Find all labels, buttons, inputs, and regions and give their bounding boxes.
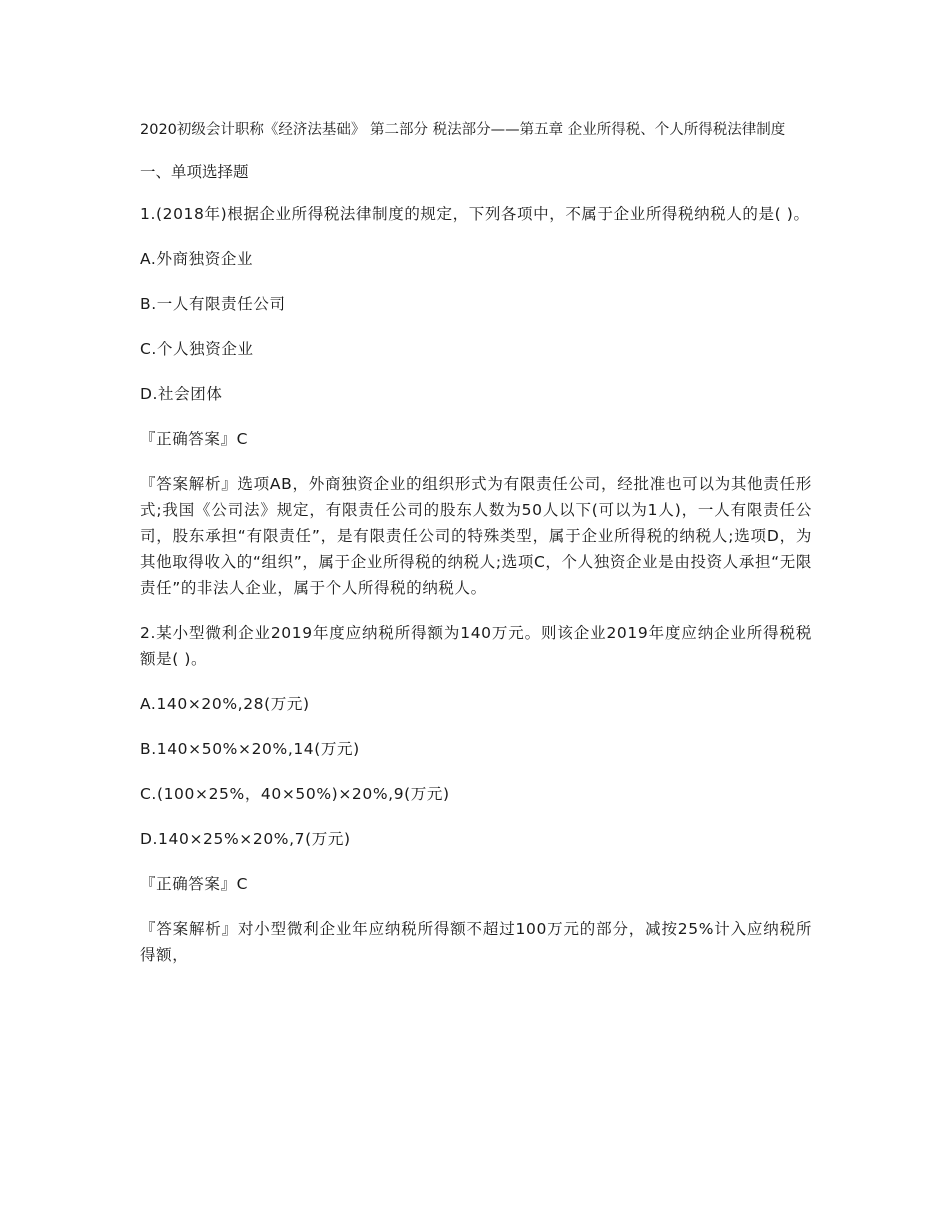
question-2 bbox=[140, 620, 812, 968]
answer-analysis: 『答案解析』选项AB，外商独资企业的组织形式为有限责任公司，经批准也可以为其他责任形式;我国《公司法》规定，有限责任公司的股东人数为50人以下(可以为1人)，一人有限责任公司，股东承担“有限责任”，是有限责任公司的特殊类型，属于企业所得税的纳税人;选项D，为其他取得收入的“组织”，属于企业所得税的纳税人;选项C，个人独资企业是由投资人承担“无限责任”的非法人企业，属于个人所得税的纳税人。 bbox=[140, 475, 812, 597]
document-page bbox=[140, 118, 812, 987]
option-a: A.外商独资企业 bbox=[140, 250, 254, 268]
option-a: A.140×20%,28(万元) bbox=[140, 695, 310, 713]
correct-answer: 『正确答案』C bbox=[140, 430, 249, 448]
option-d: D.140×25%×20%,7(万元) bbox=[140, 830, 351, 848]
option-c: C.(100×25%，40×50%)×20%,9(万元) bbox=[140, 785, 450, 803]
question-1 bbox=[140, 201, 812, 601]
document-title: 2020初级会计职称《经济法基础》 第二部分 税法部分——第五章 企业所得税、个人所得税法律制度 bbox=[140, 122, 786, 138]
section-heading: 一、单项选择题 bbox=[140, 163, 249, 181]
question-stem: 2.某小型微利企业2019年度应纳税所得额为140万元。则该企业2019年度应纳企业所得税税额是( )。 bbox=[140, 624, 812, 668]
option-b: B.一人有限责任公司 bbox=[140, 295, 286, 313]
option-d: D.社会团体 bbox=[140, 385, 223, 403]
correct-answer: 『正确答案』C bbox=[140, 875, 249, 893]
option-b: B.140×50%×20%,14(万元) bbox=[140, 740, 360, 758]
question-stem: 1.(2018年)根据企业所得税法律制度的规定，下列各项中，不属于企业所得税纳税人的是( )。 bbox=[140, 205, 810, 223]
answer-analysis: 『答案解析』对小型微利企业年应纳税所得额不超过100万元的部分，减按25%计入应纳税所得额， bbox=[140, 920, 812, 964]
option-c: C.个人独资企业 bbox=[140, 340, 254, 358]
